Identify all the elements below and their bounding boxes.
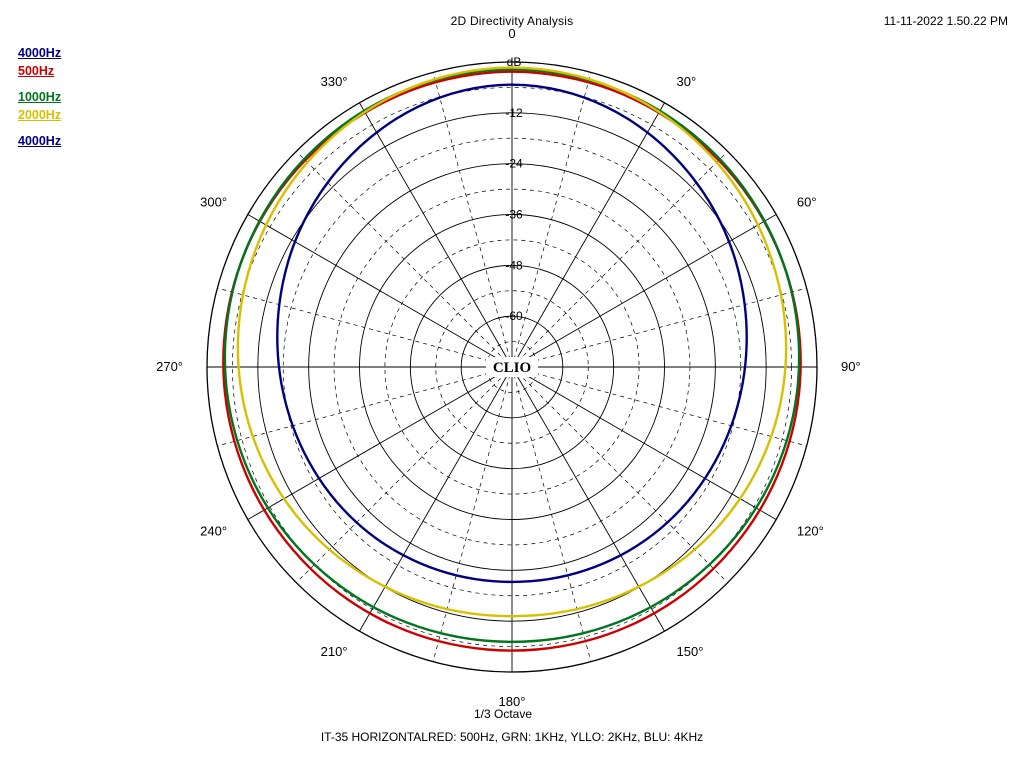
radial-tick-label: dB [506,55,522,69]
timestamp: 11-11-2022 1.50.22 PM [883,14,1008,28]
angle-tick-label: 330° [320,74,348,90]
grid-spoke-minor [433,72,512,367]
radial-tick-label: -36 [505,207,523,222]
angle-tick-label: 150° [676,643,704,659]
angle-tick-label: 240° [200,523,228,539]
grid-spoke [360,367,513,631]
legend-item-2: 1000Hz [18,90,62,104]
grid-spoke [248,367,512,520]
angle-tick-label: 90° [841,359,861,374]
chart-caption: IT-35 HORIZONTALRED: 500Hz, GRN: 1KHz, YLLO: 2KHz, BLU: 4KHz [320,730,704,744]
octave-label: 1/3 Octave [474,707,533,721]
grid-spoke-minor [512,151,728,367]
grid-spoke [512,103,665,367]
radial-tick-label: -48 [505,258,523,273]
angle-tick-label: 210° [320,643,348,659]
legend-item-0: 4000Hz [18,46,62,60]
grid-spoke [512,367,665,631]
angle-tick-label: 180° [498,694,526,709]
angle-tick-label: 60° [796,194,817,210]
center-label: CLIO [492,360,532,376]
grid-spoke [360,103,513,367]
grid-spoke-minor [512,367,591,662]
grid-spoke-minor [512,367,807,446]
grid-spoke-minor [217,288,512,367]
grid-spoke-minor [217,367,512,446]
grid-spoke-minor [512,72,591,367]
grid-spoke-minor [296,151,512,367]
grid-spoke [248,215,512,368]
legend-item-1: 500Hz [18,64,55,78]
radial-tick-label: -24 [505,156,523,171]
radial-tick-label: -12 [505,105,523,120]
angle-tick-label: 30° [676,74,697,90]
angle-tick-label: 270° [156,359,183,374]
angle-tick-label: 0 [508,26,516,41]
grid-spoke [512,215,776,368]
grid-spoke-minor [433,367,512,662]
grid-spoke [512,367,776,520]
page-title: 2D Directivity Analysis [450,14,574,28]
legend-item-4: 4000Hz [18,134,62,148]
angle-tick-label: 300° [200,194,228,210]
angle-tick-label: 120° [796,523,824,539]
legend-item-3: 2000Hz [18,108,62,122]
radial-tick-label: -60 [505,309,523,324]
grid-spoke-minor [512,288,807,367]
